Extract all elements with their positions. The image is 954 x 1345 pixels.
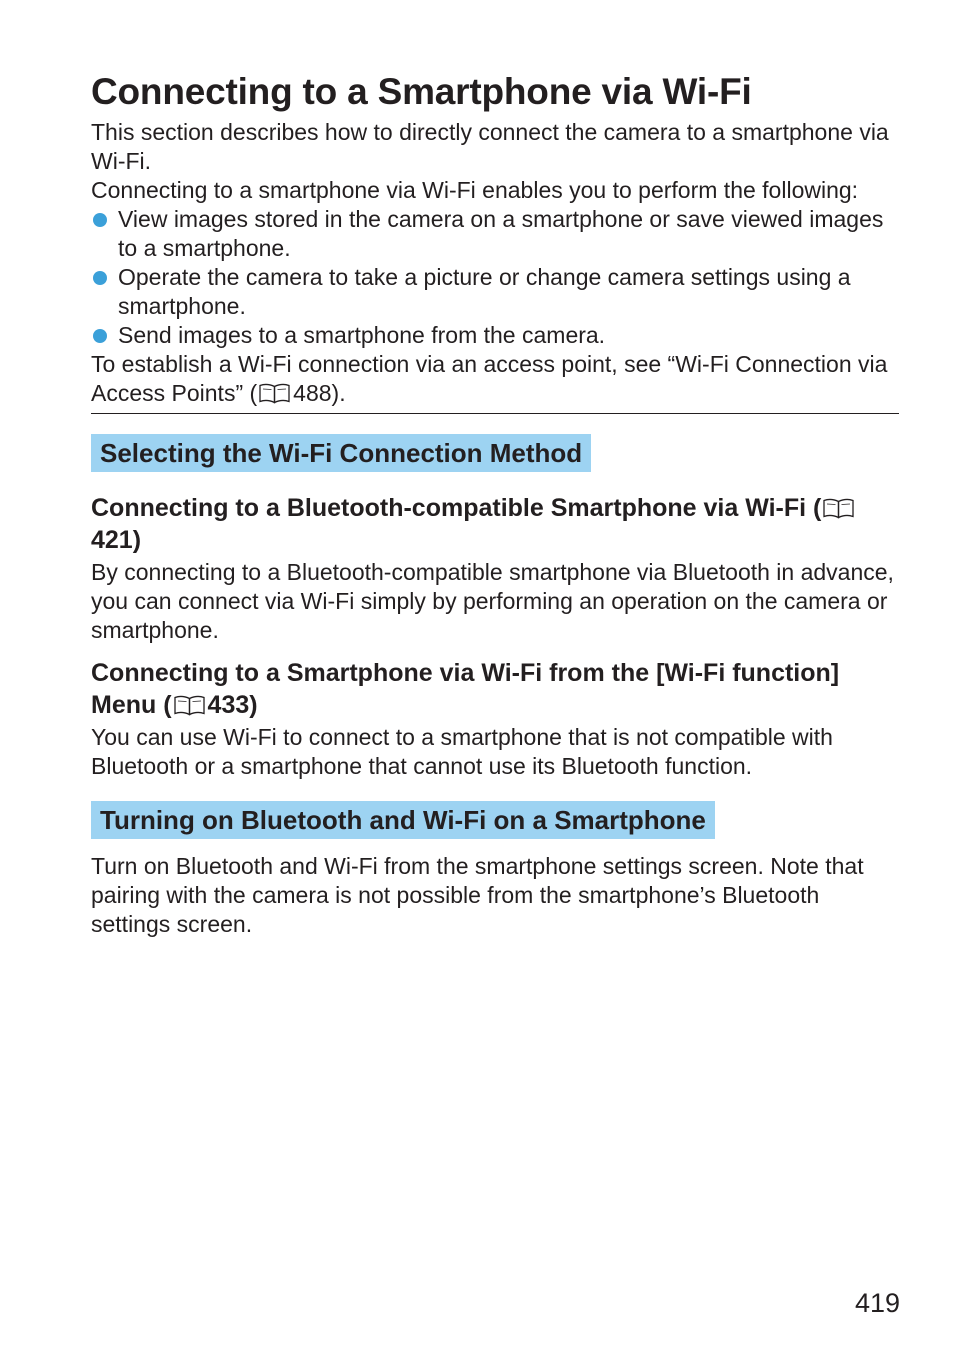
sub-heading-text: Connecting to a Bluetooth-compatible Smartphone via Wi-Fi ( (91, 494, 822, 522)
intro-list-lead: Connecting to a smartphone via Wi-Fi enables you to perform the following: (91, 177, 859, 203)
list-item-text: Send images to a smartphone from the camera. (118, 322, 606, 348)
sub-heading-wifi-function-menu (91, 657, 901, 721)
sub-heading-text: Connecting to a Smartphone via Wi-Fi from the [Wi-Fi function] Menu ( (91, 659, 840, 719)
book-icon (172, 694, 208, 716)
list-item (91, 263, 901, 321)
list-item-text: View images stored in the camera on a smartphone or save viewed images to a smartphone. (118, 206, 884, 261)
page-number: 419 (854, 1288, 900, 1318)
book-icon (257, 382, 293, 404)
wifi-function-menu-description: You can use Wi-Fi to connect to a smartphone that is not compatible with Bluetooth or a smartphone that cannot use its Bluetooth function. (91, 724, 833, 779)
page-link-421[interactable]: 421 (91, 526, 133, 554)
bullet-dot-icon (93, 271, 107, 285)
sub-heading-text-end: ) (249, 691, 258, 719)
feature-list (91, 205, 901, 350)
page-title: Connecting to a Smartphone via Wi-Fi (91, 71, 752, 112)
list-item (91, 205, 901, 263)
bullet-dot-icon (93, 329, 107, 343)
sub-heading-bluetooth-compatible (91, 492, 901, 556)
book-icon (821, 497, 857, 519)
page-link-433[interactable]: 433 (207, 691, 250, 719)
section-heading-connection-method: Selecting the Wi-Fi Connection Method (91, 434, 591, 472)
access-point-text-end: ). (331, 380, 346, 406)
section-heading-bluetooth-wifi: Turning on Bluetooth and Wi-Fi on a Smartphone (91, 801, 715, 839)
intro-paragraph: This section describes how to directly connect the camera to a smartphone via Wi-Fi. (91, 119, 889, 174)
list-item-text: Operate the camera to take a picture or change camera settings using a smartphone. (118, 264, 851, 319)
page-content (91, 70, 901, 939)
sub-heading-text-end: ) (132, 526, 142, 554)
bullet-dot-icon (93, 213, 107, 227)
divider (91, 413, 899, 414)
smartphone-settings-description: Turn on Bluetooth and Wi-Fi from the smartphone settings screen. Note that pairing with the camera is not possible from the smartphone’s Bluetooth settings screen. (91, 853, 864, 937)
page-link-488[interactable]: 488 (293, 380, 332, 406)
access-point-text: To establish a Wi-Fi connection via an access point, see “Wi-Fi Connection via Access Points” ( (91, 351, 888, 406)
bluetooth-compatible-description: By connecting to a Bluetooth-compatible smartphone via Bluetooth in advance, you can connect via Wi-Fi simply by performing an operation on the camera or smartphone. (91, 559, 894, 643)
access-point-note (91, 350, 901, 408)
list-item (91, 321, 901, 350)
